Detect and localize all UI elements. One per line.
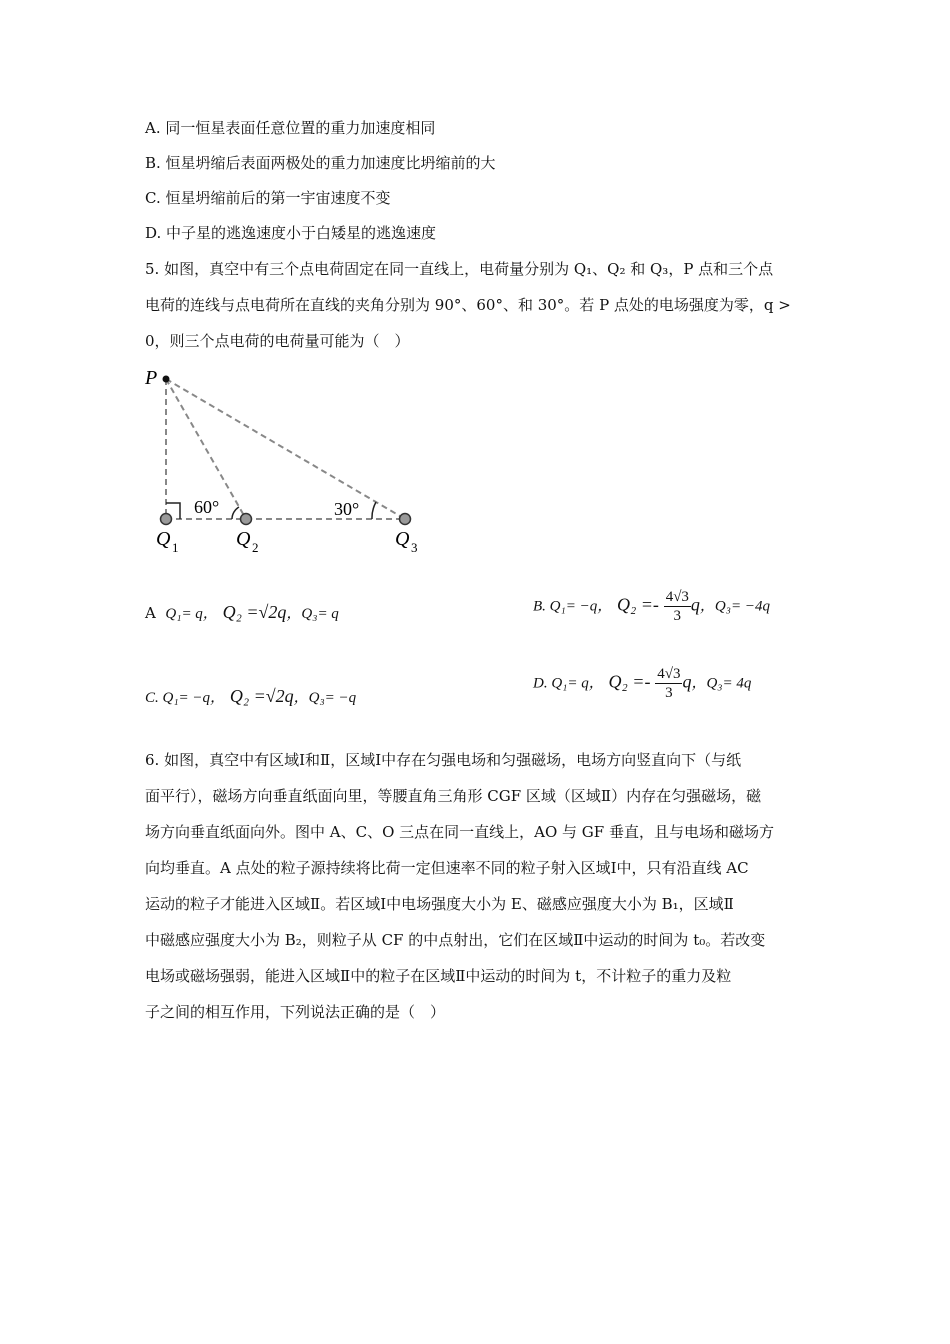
label-q2-sub: 2 [252, 540, 259, 555]
option-b-prev: B. 恒星坍缩后表面两极处的重力加速度比坍缩前的大 [145, 154, 496, 172]
label-q1: Q [156, 528, 171, 550]
label-p: P [145, 367, 158, 389]
angle60-arc [232, 507, 239, 519]
option-c-prev: C. 恒星坍缩前后的第一宇宙速度不变 [145, 189, 391, 207]
q5-option-a: A Q₁= q， Q₂ =√2q，Q₃= q [145, 602, 339, 622]
charge-q3 [400, 514, 411, 525]
q5-option-b: B. Q₁= −q， Q₂ =- $\frac{4√3}{3}$ q，Q₃= −4q [533, 589, 770, 624]
q6-line-3: 场方向垂直纸面向外。图中 A、C、O 三点在同一直线上，AO 与 GF 垂直，且与电场和磁场方 [145, 823, 774, 841]
charge-q1 [161, 514, 172, 525]
q6-line-2: 面平行），磁场方向垂直纸面向里，等腰直角三角形 CGF 区域（区域Ⅱ）内存在匀强磁场，磁 [145, 787, 762, 805]
q6-line-7: 电场或磁场强弱，能进入区域Ⅱ中的粒子在区域Ⅱ中运动的时间为 t，不计粒子的重力及粒 [145, 967, 732, 985]
label-q3: Q [395, 528, 410, 550]
option-d-prev: D. 中子星的逃逸速度小于白矮星的逃逸速度 [145, 224, 437, 242]
q6-line-6: 中磁感应强度大小为 B₂，则粒子从 CF 的中点射出，它们在区域Ⅱ中运动的时间为 t₀。若改变 [145, 931, 766, 949]
q6-line-5: 运动的粒子才能进入区域Ⅱ。若区域Ⅰ中电场强度大小为 E、磁感应强度大小为 B₁，区域Ⅱ [145, 895, 734, 913]
label-q2: Q [236, 528, 251, 550]
angle30-arc [372, 502, 376, 519]
q5-line-2: 电荷的连线与点电荷所在直线的夹角分别为 90°、60°、和 30°。若 P 点处的电场强度为零，q > [145, 296, 791, 314]
label-q3-sub: 3 [411, 540, 418, 555]
q5-line-1: 5. 如图，真空中有三个点电荷固定在同一直线上，电荷量分别为 Q₁、Q₂ 和 Q₃，P 点和三个点 [145, 260, 774, 278]
option-a-prev: A. 同一恒星表面任意位置的重力加速度相同 [145, 119, 436, 137]
q5-line-3: 0，则三个点电荷的电荷量可能为（ ） [145, 332, 410, 350]
charge-q2 [241, 514, 252, 525]
q6-line-4: 向均垂直。A 点处的粒子源持续将比荷一定但速率不同的粒子射入区域Ⅰ中，只有沿直线 AC [145, 859, 749, 877]
q5-option-c: C. Q₁= −q， Q₂ =√2q，Q₃= −q [145, 686, 357, 706]
point-p [163, 376, 170, 383]
label-60: 60° [194, 497, 220, 517]
q5-figure [140, 362, 430, 562]
q5-option-d: D. Q₁= q， Q₂ =- $\frac{4√3}{3}$ q，Q₃= 4q [533, 666, 752, 701]
q6-line-1: 6. 如图，真空中有区域Ⅰ和Ⅱ，区域Ⅰ中存在匀强电场和匀强磁场，电场方向竖直向下（与纸 [145, 751, 742, 769]
label-30: 30° [334, 499, 360, 519]
q6-line-8: 子之间的相互作用，下列说法正确的是（ ） [145, 1003, 446, 1021]
label-q1-sub: 1 [172, 540, 179, 555]
